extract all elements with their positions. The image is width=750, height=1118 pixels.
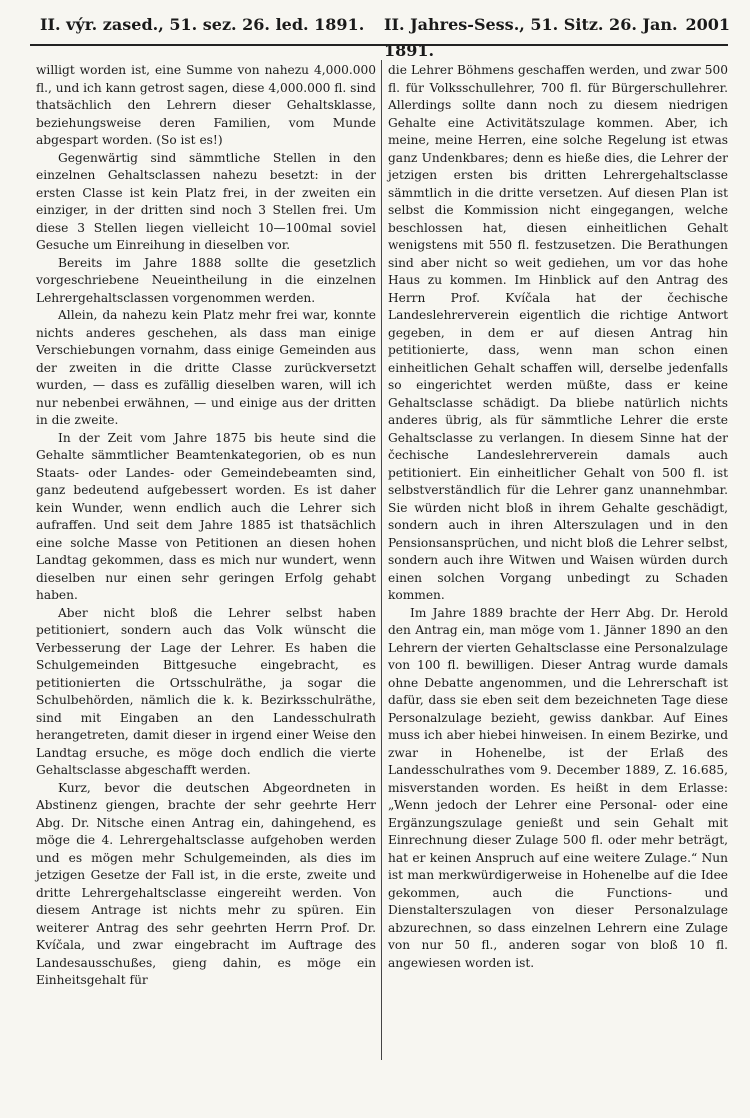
page-header — [26, 12, 730, 60]
paragraph: Allein, da nahezu kein Platz mehr frei war, konnte nichts anderes geschehen, als dass man einige Verschiebungen vornahm, dass einige Gemeinden aus der zweiten in die dritte Classe zurückversetzt wurden, — dass es zufällig dieselben waren, will ich nur nebenbei erwähnen, — und einige aus der dritten in die zweite. — [36, 308, 376, 427]
paragraph: Im Jahre 1889 brachte der Herr Abg. Dr. Herold den Antrag ein, man möge vom 1. Jänner 1890 an den Lehrern der vierten Gehaltsclasse eine Personalzulage von 100 fl. bewilligen. Dieser Antrag wurde damals ohne Debatte angenommen, und die Lehrerschaft ist dafür, dass sie eben seit dem bezeichneten Tage diese Personalzulage bezieht, gewiss dankbar. Auf Eines muss ich aber hiebei hinweisen. In einem Bezirke, und zwar in Hohenelbe, ist der Erlaß des Landesschulrathes vom 9. December 1889, Z. 16.685, misverstanden worden. Es heißt in dem Erlasse: „Wenn jedoch der Lehrer eine Personal- oder eine Ergänzungszulage genießt und sein Gehalt mit Einrechnung dieser Zulage 500 fl. oder mehr beträgt, hat er keinen Anspruch auf eine weitere Zulage.“ Nun ist man merkwürdigerweise in Hohenelbe auf die Idee gekommen, auch die Functions- und Dienstalterszulagen von dieser Personalzulage abzurechnen, so dass einzelnen Lehrern eine Zulage von nur 50 fl., anderen sogar von bloß 10 fl. angewiesen worden ist. — [388, 605, 728, 970]
paragraph: Aber nicht bloß die Lehrer selbst haben petitioniert, sondern auch das Volk wünscht die Verbesserung der Lage der Lehrer. Es haben die Schulgemeinden Bittgesuche eingebracht, es petitionierten die Ortsschulräthe, ja sogar die Schulbehörden, nämlich die k. k. Bezirksschulräthe, sind mit Eingaben an den Landesschulrath herangetreten, damit dieser in irgend einer Weise den Landtag ersuche, es möge doch endlich die vierte Gehaltsclasse abgeschafft werden. — [36, 605, 376, 777]
header-czech: II. výr. zased., 51. sez. 26. led. 1891. — [40, 15, 365, 34]
paragraph: In der Zeit vom Jahre 1875 bis heute sind die Gehalte sämmtlicher Beamtenkategorien, ob es nun Staats- oder Landes- oder Gemeindebeamten sind, ganz bedeutend aufgebessert worden. Es ist daher kein Wunder, wenn endlich auch die Lehrer sich aufraffen. Und seit dem Jahre 1885 ist thatsächlich eine solche Masse von Petitionen an diesen hohen Landtag gekommen, dass es mich nur wundert, wenn dieselben nur einen sehr geringen Erfolg gehabt haben. — [36, 430, 376, 602]
paragraph: willigt worden ist, eine Summe von nahezu 4,000.000 fl., und ich kann getrost sagen, diese 4,000.000 fl. sind thatsächlich den Lehrern dieser Gehaltsklasse, beziehungsweise deren Familien, vom Munde abgespart worden. (So ist es!) — [36, 63, 376, 147]
left-column — [36, 62, 376, 990]
header-german: II. Jahres-Sess., 51. Sitz. 26. Jan. 1891. — [384, 15, 678, 60]
right-column — [388, 62, 728, 972]
paragraph: die Lehrer Böhmens geschaffen werden, und zwar 500 fl. für Volksschullehrer, 700 fl. für Bürgerschullehrer. Allerdings sollte dann noch zu diesem niedrigen Gehalte eine Activitätszulage kommen. Aber, ich meine, meine Herren, eine solche Regelung ist etwas ganz Undenkbares; denn es hieße dies, die Lehrer der jetzigen ersten bis dritten Lehrergehaltsclasse sämmtlich in die dritte versetzen. Auf diesen Plan ist selbst die Kommission nicht eingegangen, welche beschlossen hat, diesen einheitlichen Gehalt wenigstens mit 550 fl. festzusetzen. Die Berathungen sind aber nicht so weit gediehen, um vor das hohe Haus zu kommen. Im Hinblick auf den Antrag des Herrn Prof. Kvíčala hat der čechische Landeslehrerverein eigentlich die richtige Antwort gegeben, in dem er auf diesen Antrag hin petitionierte, dass, wenn man schon einen einheitlichen Gehalt schaffen will, derselbe jedenfalls so eingerichtet werden müßte, dass er keine Gehaltsclasse schädigt. Da bliebe natürlich nichts anderes übrig, als für sämmtliche Lehrer die erste Gehaltsclasse zu verlangen. In diesem Sinne hat der čechische Landeslehrerverein damals auch petitioniert. Ein einheitlicher Gehalt von 500 fl. ist selbstverständlich für die Lehrer ganz unannehmbar. Sie würden nicht bloß in ihrem Gehalte geschädigt, sondern auch in ihren Alterszulagen und in den Pensionsansprüchen, und nicht bloß die Lehrer selbst, sondern auch ihre Witwen und Waisen würden durch einen solchen Vorgang unbedingt zu Schaden kommen. — [388, 63, 728, 602]
header-rule — [30, 44, 728, 46]
paragraph: Bereits im Jahre 1888 sollte die gesetzlich vorgeschriebene Neueintheilung in die einzelnen Lehrergehaltsclassen vorgenommen werden. — [36, 255, 376, 305]
column-divider — [381, 60, 382, 1060]
paragraph: Kurz, bevor die deutschen Abgeordneten in Abstinenz giengen, brachte der sehr geehrte Herr Abg. Dr. Nitsche einen Antrag ein, dahingehend, es möge die 4. Lehrergehaltsclasse aufgehoben werden und es mögen mehr Schulgemeinden, als dies im jetzigen Gesetze der Fall ist, in die erste, zweite und dritte Lehrergehaltsclasse eingereiht werden. Von diesem Antrage ist nichts mehr zu spüren. Ein weiterer Antrag des sehr geehrten Herrn Prof. Dr. Kvíčala, und zwar eingebracht im Auftrage des Landesausschußes, gieng dahin, es möge ein Einheitsgehalt für — [36, 780, 376, 987]
page-number: 2001 — [685, 15, 730, 34]
paragraph: Gegenwärtig sind sämmtliche Stellen in den einzelnen Gehaltsclassen nahezu besetzt: in der ersten Classe ist kein Platz frei, in der zweiten ein einziger, in der dritten sind noch 3 Stellen frei. Um diese 3 Stellen liegen vielleicht 10—100mal soviel Gesuche um Einreihung in dieselben vor. — [36, 150, 376, 252]
